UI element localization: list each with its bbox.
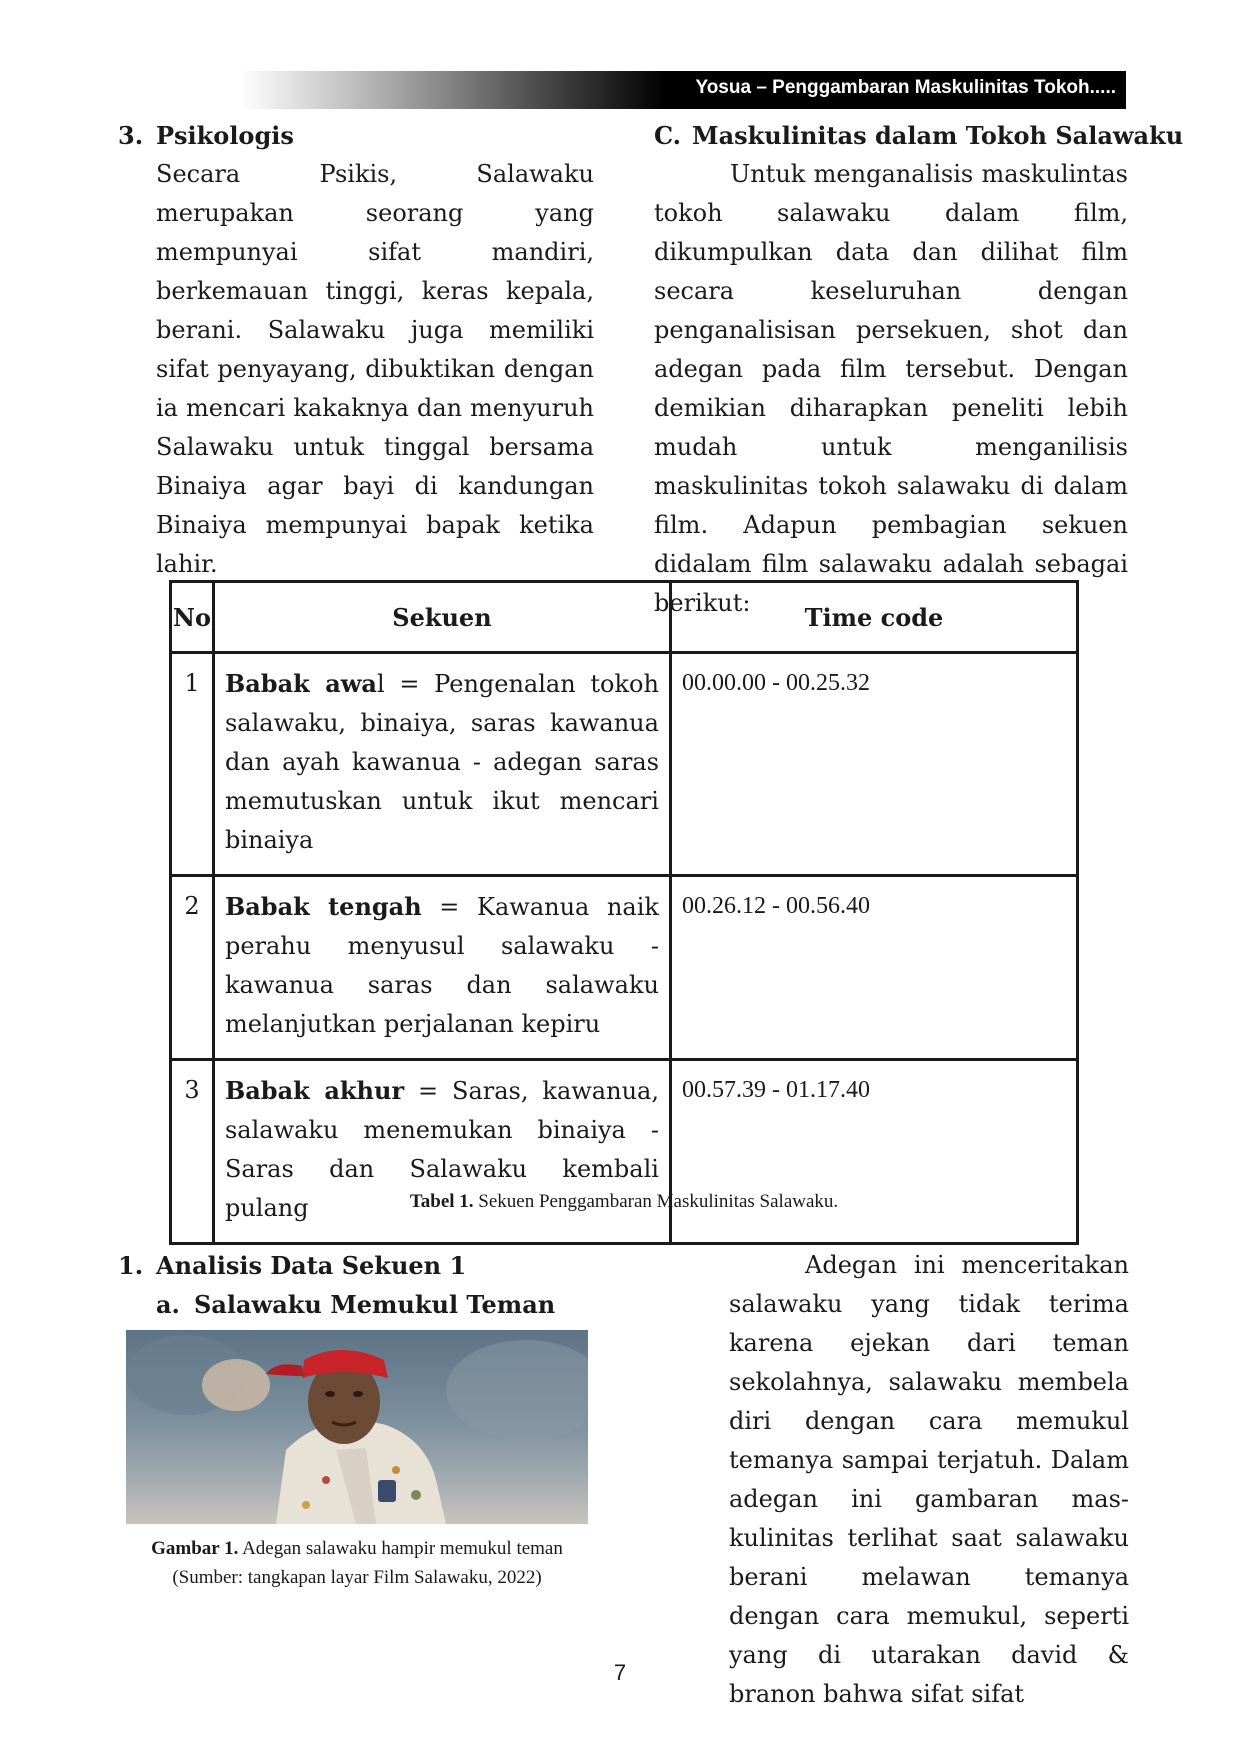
- section-number: 3.: [118, 121, 144, 150]
- row-sequence: [213, 653, 670, 876]
- film-still-image: [126, 1330, 588, 1524]
- sequence-act: Babak akhur: [224, 1076, 405, 1105]
- analysis-heading: [118, 1246, 594, 1285]
- table-row: [171, 876, 1078, 1060]
- header-no: No: [171, 582, 214, 653]
- row-timecode: 00.57.39 - 01.17.40: [670, 1060, 1077, 1244]
- header-sekuen: Sekuen: [213, 582, 670, 653]
- page-number: 7: [613, 1660, 627, 1685]
- analysis-headings: [118, 1246, 594, 1324]
- sequence-act-tail: l: [376, 670, 385, 698]
- table-header-row: [171, 582, 1078, 653]
- figure-caption: [120, 1534, 594, 1592]
- row-sequence: [213, 1060, 670, 1244]
- section-title: Psikologis: [156, 121, 294, 150]
- table-row: [171, 1060, 1078, 1244]
- section-title: Maskulinitas dalam Tokoh Salawaku: [692, 121, 1184, 150]
- row-number: 2: [171, 876, 214, 1060]
- analysis-subheading: [118, 1285, 594, 1324]
- sequence-table: [169, 580, 1079, 1245]
- figure-caption-label: Gambar 1.: [151, 1538, 239, 1559]
- sequence-act: Babak awa: [224, 669, 377, 698]
- left-column: [118, 116, 594, 584]
- row-sequence: [213, 876, 670, 1060]
- section-heading-psikologis: [118, 116, 594, 155]
- right-column: [654, 116, 1184, 623]
- analysis-number: 1.: [118, 1251, 144, 1280]
- section-heading-maskulinitas: [654, 116, 1184, 155]
- table-caption-text: Sekuen Penggambaran Maskulinitas Salawaku.: [473, 1191, 839, 1212]
- sequence-description: = Kawanua naik perahu menyusul salawaku - kawanua saras dan salawaku melanjutkan perjalanan kepiru: [224, 893, 659, 1038]
- figure-caption-text: Adegan salawaku hampir memukul teman (Sumber: tangkapan layar Film Salawaku, 2022): [172, 1538, 563, 1588]
- row-number: 1: [171, 653, 214, 876]
- subheading-title: Salawaku Memukul Teman: [194, 1290, 556, 1319]
- maskulinitas-paragraph: Untuk menganalisis maskulintas tokoh salawaku dalam film, dikumpulkan data dan dilihat film secara keseluruhan dengan penganalisisan persekuen, shot dan adegan pada film tersebut. Dengan demikian diharapkan peneliti lebih mudah untuk menganilisis maskulinitas tokoh salawaku di dalam film. Adapun pembagian sekuen didalam film salawaku adalah sebagai berikut:: [654, 160, 1128, 617]
- subheading-letter: a.: [156, 1290, 180, 1319]
- row-timecode: 00.00.00 - 00.25.32: [670, 653, 1077, 876]
- running-title: Yosua – Penggambaran Maskulinitas Tokoh.....: [695, 77, 1116, 98]
- psikologis-paragraph: Secara Psikis, Salawaku merupakan seorang yang mempunyai sifat mandiri, berkemauan tinggi, keras kepala, berani. Salawaku juga memiliki sifat penyayang, dibuktikan dengan ia mencari kakaknya dan menyuruh Salawaku untuk tinggal bersama Binaiya agar bayi di kandungan Binaiya mempunyai bapak ketika lahir.: [156, 160, 594, 578]
- analysis-text-column: [729, 1246, 1129, 1714]
- sequence-act: Babak tengah: [224, 892, 422, 921]
- header-timecode: Time code: [670, 582, 1077, 653]
- section-letter: C.: [654, 121, 682, 150]
- table-caption-label: Tabel 1.: [409, 1191, 474, 1212]
- analysis-title: Analisis Data Sekuen 1: [156, 1251, 467, 1280]
- table-caption: [169, 1191, 1079, 1213]
- sequence-description: = Saras, kawanua, salawaku menemukan binaiya - Saras dan Salawaku kembali pulang: [224, 1077, 659, 1222]
- row-timecode: 00.26.12 - 00.56.40: [670, 876, 1077, 1060]
- row-number: 3: [171, 1060, 214, 1244]
- film-still-illustration: [126, 1330, 588, 1524]
- running-header-bar: [240, 71, 1126, 109]
- sequence-description: = Pengenalan tokoh salawaku, binaiya, saras kawanua dan ayah kawanua - adegan saras memutuskan untuk ikut mencari binaiya: [224, 670, 659, 854]
- table-row: [171, 653, 1078, 876]
- analysis-paragraph: Adegan ini menceritakan salawaku yang tidak terima karena ejekan dari teman sekolahnya, salawaku membela diri dengan cara memukul temanya sampai terjatuh. Dalam adegan ini gambaran maskulinitas terlihat saat salawaku berani melawan temanya dengan cara memukul, seperti yang di utarakan david & branon bahwa sifat sifat: [729, 1251, 1129, 1708]
